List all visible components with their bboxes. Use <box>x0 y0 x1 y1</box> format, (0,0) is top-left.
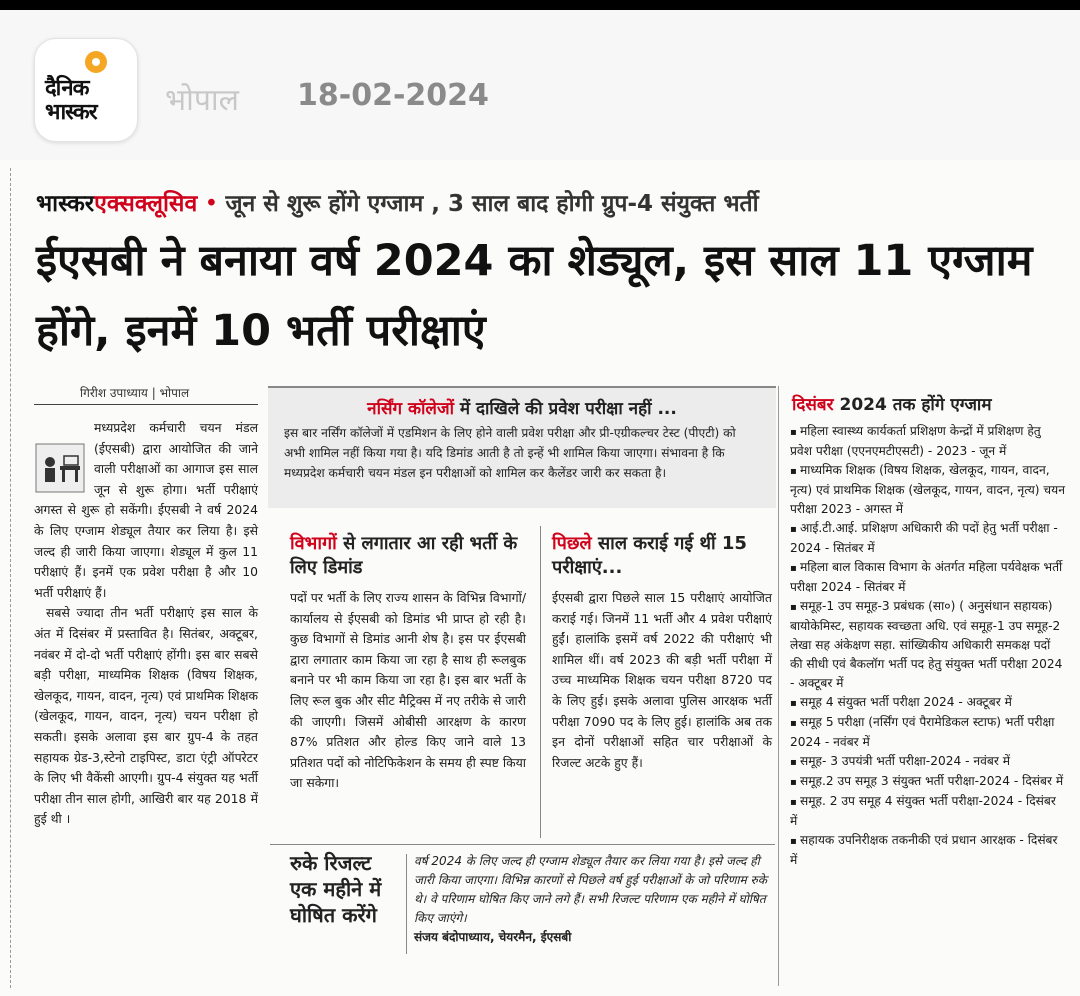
pull-quote-rule <box>406 854 407 954</box>
schedule-item: ▪ आई.टी.आई. प्रशिक्षण अधिकारी की पदों हेतु भर्ती परीक्षा - 2024 - सितंबर में <box>790 519 1066 558</box>
previous-year-subhead-highlight: पिछले <box>552 533 592 554</box>
schedule-item: ▪ समूह-1 उप समूह-3 प्रबंधक (सा०) ( अनुसंधान सहायक) बायोकेमिस्ट, सहायक स्वच्छता अधि. एवं समूह-1 उप समूह-2 लेखा सह अंकेक्षण सहा. सांख्यिकीय अधिकारी समकक्ष पदों की सीधी एवं बैकलॉग भर्ती पद हेतु संयुक्त भर्ती परीक्षा 2024 - अक्टूबर में <box>790 597 1066 693</box>
byline-divider <box>34 404 258 405</box>
schedule-item: ▪ महिला बाल विकास विभाग के अंतर्गत महिला पर्यवेक्षक भर्ती परीक्षा 2024 - सितंबर में <box>790 558 1066 597</box>
nursing-title-rest: में दाखिले की प्रवेश परीक्षा नहीं ... <box>453 399 677 419</box>
main-story-paragraph-2: सबसे ज्यादा तीन भर्ती परीक्षाएं इस साल के अंत में दिसंबर में प्रस्तावित है। सितंबर, अक्टूबर, नवंबर में दो-दो भर्ती परीक्षाएं होंगी। इस बार सबसे बड़ी परीक्षा, माध्यमिक शिक्षक (विषय शिक्षक, खेलकूद, गायन, वादन, नृत्य) एवं प्राथमिक शिक्षक (खेलकूद, गायन, वादन, नृत्य) चयन परीक्षा हो सकती। इसके अलावा इस बार ग्रुप-4 के तहत सहायक ग्रेड-3,स्टेनो टाइपिस्ट, डाटा एंट्री ऑपरेटर के लिए भी वैकेंसी आएगी। ग्रुप-4 संयुक्त यह भर्ती परीक्षा तीन साल होगी, आखिरी बार यह 2018 में हुई थी । <box>34 605 258 827</box>
nursing-box-title <box>268 396 776 419</box>
schedule-title <box>792 392 992 415</box>
schedule-item: ▪ समूह 4 संयुक्त भर्ती परीक्षा 2024 - अक्टूबर में <box>790 693 1066 713</box>
esb-emblem-icon <box>34 440 86 496</box>
schedule-item: ▪ समूह 5 परीक्षा (नर्सिंग एवं पैरामेडिकल स्टाफ) भर्ती परीक्षा 2024 - नवंबर में <box>790 713 1066 752</box>
previous-year-column: ईएसबी द्वारा पिछले साल 15 परीक्षाएं आयोजित कराई गई। जिनमें 11 भर्ती और 4 प्रवेश परीक्षाएं हुईं। हालांकि इसमें वर्ष 2022 की परीक्षाएं भी शामिल थीं। वर्ष 2023 की बड़ी भर्ती परीक्षा में उच्च माध्यमिक शिक्षक चयन परीक्षा 8720 पद के लिए हुई। इसके अलावा पुलिस आरक्षक भर्ती परीक्षा 7090 पद के लिए हुई। हालांकि अब तक इन दोनों परीक्षाओं सहित चार परीक्षाओं के रिजल्ट अटके हुए हैं। <box>552 590 772 770</box>
previous-year-subhead-rest: साल कराई गई थीं 15 परीक्षाएं... <box>552 533 747 578</box>
departments-subhead-rest: से लगातार आ रही भर्ती के लिए डिमांड <box>290 533 518 578</box>
schedule-item: ▪ माध्यमिक शिक्षक (विषय शिक्षक, खेलकूद, गायन, वादन, नृत्य) एवं प्राथमिक शिक्षक (खेलकूद, गायन, वादन, नृत्य) चयन परीक्षा 2023 - अगस्त में <box>790 461 1066 519</box>
nursing-box-text: इस बार नर्सिंग कॉलेजों में एडमिशन के लिए होने वाली प्रवेश परीक्षा और प्री-एग्रीकल्चर टेस्ट (पीएटी) को अभी शामिल नहीं किया गया है। यदि डिमांड आती है तो इन्हें भी शामिल किया जाएगा। संभावना है कि मध्यप्रदेश कर्मचारी चयन मंडल इन परीक्षाओं को शामिल कर कैलेंडर जारी कर सकता है। <box>284 426 736 480</box>
previous-year-subhead <box>552 532 772 580</box>
edition-location: भोपाल <box>165 83 240 118</box>
cut-line <box>10 168 12 988</box>
pull-quote: रुके रिजल्ट एक महीने में घोषित करेंगे <box>290 851 382 927</box>
schedule-item: ▪ समूह. 2 उप समूह 4 संयुक्त भर्ती परीक्षा-2024 - दिसंबर में <box>790 792 1066 831</box>
main-story-column <box>34 418 258 830</box>
schedule-item: ▪ समूह- 3 उपयंत्री भर्ती परीक्षा-2024 - नवंबर में <box>790 752 1066 772</box>
byline: गिरीश उपाध्याय | भोपाल <box>80 386 190 400</box>
sidebar-divider <box>778 386 779 986</box>
logo-line-2: भास्कर <box>45 100 97 125</box>
nursing-title-highlight: नर्सिंग कॉलेजों <box>367 399 454 419</box>
chairman-quote <box>414 852 774 947</box>
schedule-title-rest: 2024 तक होंगे एग्जाम <box>833 395 992 415</box>
departments-subhead <box>290 532 526 580</box>
sun-icon <box>85 51 107 73</box>
quote-text: वर्ष 2024 के लिए जल्द ही एग्जाम शेड्यूल तैयार कर लिया गया है। इसे जल्द ही जारी किया जाएगा। विभिन्न कारणों से पिछले वर्ष हुई परीक्षाओं के जो परिणाम रुके थे। वे परिणाम घोषित किए जाने लगे हैं। सभी रिजल्ट परिणाम एक महीने में घोषित किए जाएंगे। <box>414 854 767 925</box>
schedule-item: ▪ समूह.2 उप समूह 3 संयुक्त भर्ती परीक्षा-2024 - दिसंबर में <box>790 772 1066 792</box>
schedule-item: ▪ महिला स्वास्थ्य कार्यकर्ता प्रशिक्षण केन्द्रों में प्रशिक्षण हेतु प्रवेश परीक्षा (एएनएमटीएसटी) - 2023 - जून में <box>790 422 1066 461</box>
quote-divider <box>270 844 775 845</box>
post-header <box>0 10 1080 160</box>
exam-schedule-list <box>790 422 1066 870</box>
column-divider <box>540 526 541 838</box>
kicker-exclusive: एक्सक्लूसिव <box>94 191 198 217</box>
newspaper-clipping <box>0 160 1080 996</box>
kicker-brand: भास्कर <box>36 191 95 217</box>
headline: ईएसबी ने बनाया वर्ष 2024 का शेड्यूल, इस साल 11 एग्जाम होंगे, इनमें 10 भर्ती परीक्षाएं <box>36 236 1033 356</box>
edition-date: 18-02-2024 <box>297 78 489 113</box>
nursing-box <box>268 386 776 508</box>
schedule-title-highlight: दिसंबर <box>792 395 834 415</box>
kicker-subtitle: जून से शुरू होंगे एग्जाम , 3 साल बाद होगी ग्रुप-4 संयुक्त भर्ती <box>225 191 759 217</box>
top-bar <box>0 0 1080 10</box>
departments-subhead-highlight: विभागों <box>290 533 337 554</box>
kicker-bullet: • <box>204 191 219 217</box>
quote-attribution: संजय बंदोपाध्याय, चेयरमैन, ईएसबी <box>414 930 572 944</box>
kicker <box>36 186 759 218</box>
main-story-paragraph-1: मध्यप्रदेश कर्मचारी चयन मंडल (ईएसबी) द्वारा आयोजित की जाने वाली परीक्षाओं का आगाज इस साल जून से शुरू होगा। भर्ती परीक्षाएं अगस्त से शुरू हो सकेंगी। ईएसबी ने वर्ष 2024 के लिए एग्जाम शेड्यूल तैयार कर लिया है। इसे जल्द ही जारी किया जाएगा। शेड्यूल में कुल 11 परीक्षाएं हैं। इनमें एक प्रवेश परीक्षा है और 10 भर्ती परीक्षाएं हैं। <box>34 420 258 600</box>
departments-column: पदों पर भर्ती के लिए राज्य शासन के विभिन्न विभागों/कार्यालय से ईएसबी को डिमांड भी प्राप्त हो रही है। कुछ विभागों से डिमांड आनी शेष है। इस पर ईएसबी द्वारा लगातार काम किया जा रहा है साथ ही रूलबुक बनाने पर भी काम किया जा रहा है। इस बार भर्ती के लिए रूल बुक और सीट मैट्रिक्स में नए तरीके से जारी की जाएगी। जिसमें ओबीसी आरक्षण के कारण 87% प्रतिशत और होल्ड किए जाने वाले 13 प्रतिशत पदों को नोटिफिकेशन के समय ही स्पष्ट किया जा सकेगा। <box>290 590 526 791</box>
dainik-bhaskar-logo[interactable] <box>34 38 138 142</box>
logo-line-1: दैनिक <box>45 76 89 101</box>
schedule-item: ▪ सहायक उपनिरीक्षक तकनीकी एवं प्रधान आरक्षक - दिसंबर में <box>790 831 1066 870</box>
